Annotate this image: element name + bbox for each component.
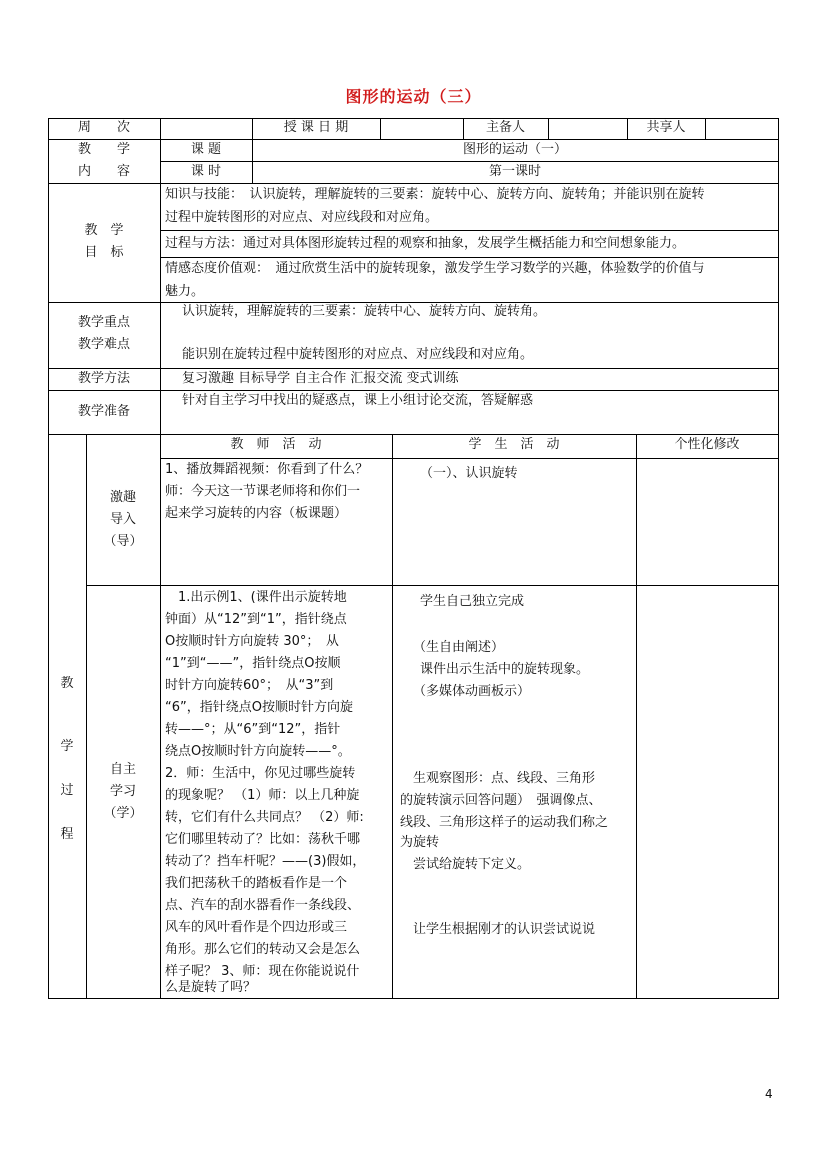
- period-label: 课 时: [190, 164, 222, 179]
- method-label: 教学方法: [77, 371, 130, 386]
- main-preparer-label: 主备人: [485, 120, 525, 135]
- stage2-teacher-line: 样子呢？ 3、师：现在你能说说什: [165, 964, 360, 979]
- stage2-student-line: 让学生根据刚才的认识尝试说说: [413, 922, 596, 937]
- stage2-teacher-line: O按顺时针方向旋转 30°； 从: [165, 634, 339, 649]
- difficult-point-text: 能识别在旋转过程中旋转图形的对应点、对应线段和对应角。: [182, 347, 534, 362]
- stage2-teacher-line: 它们哪里转动了？比如：荡秋千哪: [165, 832, 361, 847]
- document-title: 图形的运动（三）: [345, 87, 482, 106]
- stage2-label-2: 学习: [109, 784, 136, 799]
- stage2-student-line: 课件出示生活中的旋转现象。: [420, 662, 590, 677]
- key-point-text: 认识旋转，理解旋转的三要素：旋转中心、旋转方向、旋转角。: [182, 304, 547, 319]
- stage2-teacher-line: 时针方向旋转60°； 从“3”到: [165, 678, 334, 693]
- topic-value: 图形的运动（一）: [462, 142, 567, 157]
- stage2-student-line: 线段、三角形这样子的运动我们称之: [400, 815, 609, 830]
- prep-label: 教学准备: [77, 404, 130, 419]
- student-activity-header: 学 生 活 动: [468, 437, 560, 452]
- process-side-label-2: 学: [60, 739, 74, 754]
- page-number: 4: [765, 1087, 773, 1101]
- content-label-line2: 内 容: [77, 164, 130, 179]
- stage1-label-2: 导入: [109, 512, 136, 527]
- content-label-line1: 教 学: [77, 142, 130, 157]
- goals-label-line1: 教 学: [84, 223, 124, 238]
- stage2-student-line: 生观察图形：点、线段、三角形: [400, 771, 596, 786]
- process-side-label-3: 过: [60, 783, 74, 798]
- stage1-teacher-line: 1、播放舞蹈视频：你看到了什么？: [165, 462, 369, 477]
- stage2-teacher-line: 钟面）从“12”到“1”，指针绕点: [165, 612, 347, 627]
- stage2-teacher-line: 2．师：生活中，你见过哪些旋转: [165, 766, 356, 781]
- stage2-teacher-line: 点、汽车的刮水器看作一条线段、: [165, 898, 361, 913]
- stage1-teacher-line: 师：今天这一节课老师将和你们一: [165, 484, 361, 499]
- process-side-label-4: 程: [60, 827, 74, 842]
- goals-label-line2: 目 标: [84, 245, 124, 260]
- stage2-label-3: （学）: [103, 806, 143, 821]
- stage2-teacher-line: “6”，指针绕点O按顺时针方向旋: [165, 700, 353, 715]
- stage1-student-line: （一）、认识旋转: [420, 466, 518, 481]
- method-value: 复习激趣 目标导学 自主合作 汇报交流 变式训练: [182, 371, 459, 386]
- stage2-teacher-line: 转，它们有什么共同点？ （2）师:: [165, 810, 364, 825]
- period-value: 第一课时: [488, 164, 541, 179]
- stage2-student-line: 尝试给旋转下定义。: [413, 857, 531, 872]
- stage2-teacher-line: 绕点O按顺时针方向旋转——°。: [165, 744, 351, 759]
- stage2-teacher-line: “1”到“——”，指针绕点O按顺: [165, 656, 341, 671]
- stage2-teacher-line: 么是旋转了吗？: [165, 980, 257, 995]
- week-label: 周 次: [77, 120, 130, 135]
- prep-value: 针对自主学习中找出的疑惑点，课上小组讨论交流，答疑解惑: [182, 393, 534, 408]
- stage1-label-1: 激趣: [109, 490, 136, 505]
- topic-label: 课 题: [190, 142, 222, 157]
- stage2-student-line: 的旋转演示回答问题） 强调像点、: [400, 793, 602, 808]
- stage2-label-1: 自主: [109, 762, 136, 777]
- stage2-student-line: （多媒体动画板示）: [413, 684, 531, 699]
- stage1-label-3: （导）: [103, 534, 143, 549]
- stage1-teacher-line: 起来学习旋转的内容（板课题）: [165, 506, 348, 521]
- stage2-teacher-line: 风车的风叶看作是个四边形或三: [165, 920, 348, 935]
- stage2-student-line: （生自由阐述）: [413, 640, 505, 655]
- personal-edit-header: 个性化修改: [674, 437, 740, 452]
- lesson-date-label: 授 课 日 期: [283, 120, 349, 135]
- stage2-teacher-line: 的现象呢？ （1）师：以上几种旋: [165, 788, 360, 803]
- stage2-teacher-line: 角形。那么它们的转动又会是怎么: [165, 942, 361, 957]
- stage2-student-line: 学生自己独立完成: [420, 594, 525, 609]
- goal-knowledge-line2: 过程中旋转图形的对应点、对应线段和对应角。: [165, 210, 439, 225]
- goal-emotion-line1: 情感态度价值观： 通过欣赏生活中的旋转现象，激发学生学习数学的兴趣，体验数学的价值与: [165, 261, 705, 276]
- stage2-teacher-line: 转——°；从“6”到“12”，指针: [165, 722, 341, 737]
- stage2-teacher-line: 转动了？挡车杆呢？——(3)假如，: [165, 854, 366, 869]
- keypoint-label-line1: 教学重点: [77, 315, 130, 330]
- goal-process: 过程与方法：通过对具体图形旋转过程的观察和抽象，发展学生概括能力和空间想象能力。: [165, 236, 686, 251]
- keypoint-label-line2: 教学难点: [77, 337, 130, 352]
- goal-emotion-line2: 魅力。: [165, 284, 205, 299]
- stage2-teacher-line: 我们把荡秋千的踏板看作是一个: [165, 876, 348, 891]
- teacher-activity-header: 教 师 活 动: [230, 437, 322, 452]
- process-side-label-1: 教: [60, 676, 74, 691]
- goal-knowledge-line1: 知识与技能： 认识旋转，理解旋转的三要素：旋转中心、旋转方向、旋转角；并能识别在旋转: [165, 187, 705, 202]
- stage2-student-line: 为旋转: [400, 835, 440, 850]
- stage2-teacher-line: 1.出示例1、(课件出示旋转地: [165, 590, 347, 605]
- sharer-label: 共享人: [646, 120, 686, 135]
